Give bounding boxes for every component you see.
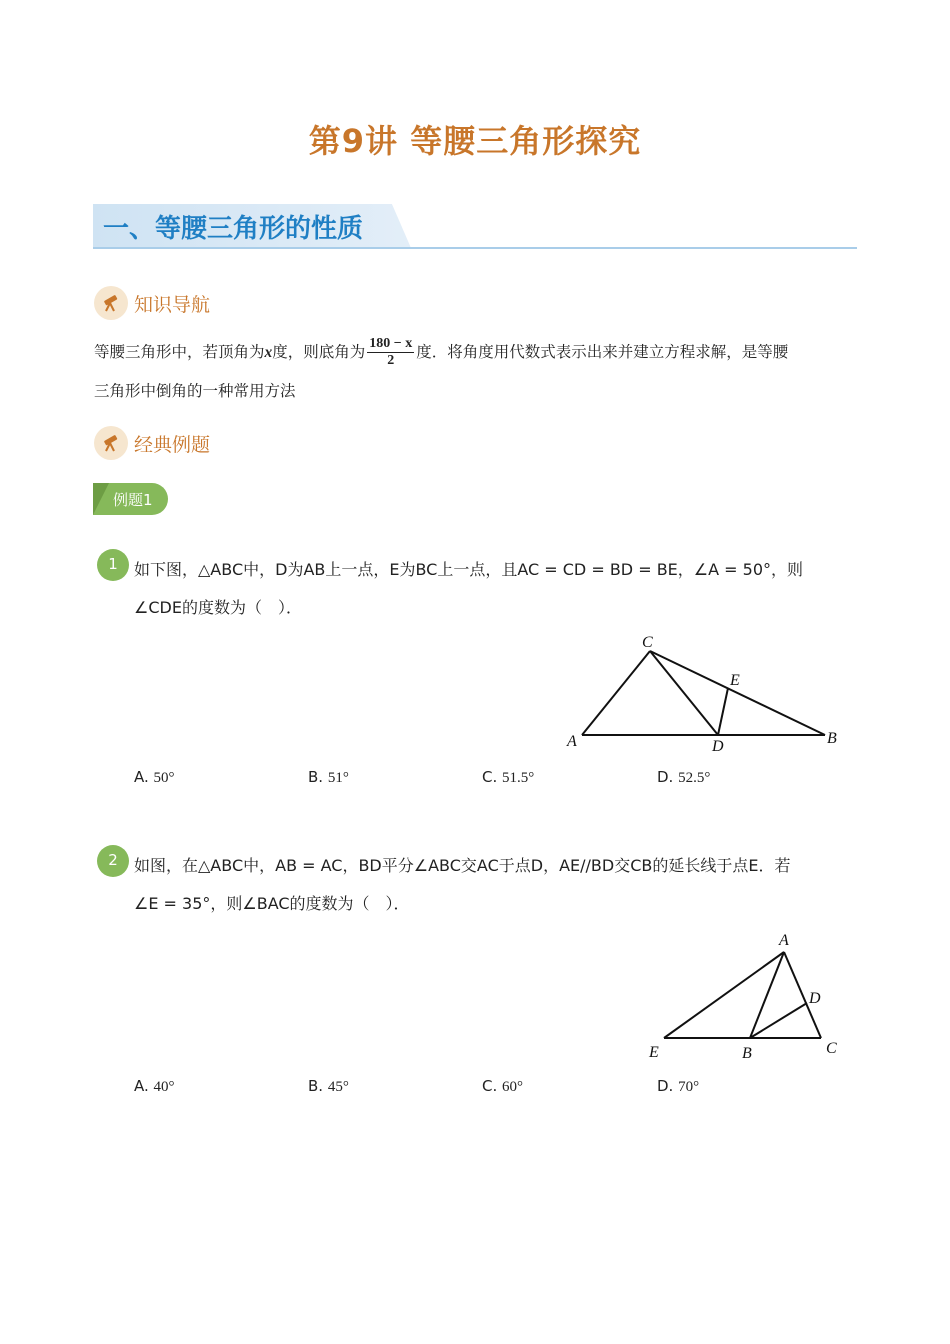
question-1-line-1: 如下图，△ABC中，D为AB上一点，E为BC上一点，且AC = CD = BD = BE，∠A = 50°，则 bbox=[134, 560, 804, 579]
choice-value: 50° bbox=[153, 770, 175, 786]
question-2-choice-a[interactable] bbox=[134, 1077, 175, 1096]
choice-letter: A. bbox=[134, 1077, 149, 1095]
segment-cb bbox=[650, 651, 825, 735]
knowledge-text-3: 度．将角度用代数式表示出来并建立方程求解，是等腰 bbox=[416, 343, 789, 361]
fraction bbox=[367, 336, 414, 369]
examples-heading: 经典例题 bbox=[134, 434, 211, 456]
section-underline bbox=[93, 247, 857, 249]
label-d: D bbox=[809, 990, 821, 1007]
choice-value: 51.5° bbox=[502, 770, 535, 786]
segment-ac bbox=[582, 651, 650, 735]
choice-value: 45° bbox=[327, 1079, 349, 1095]
segment-bd bbox=[750, 1003, 807, 1038]
question-2-text bbox=[134, 847, 854, 923]
label-b: B bbox=[742, 1045, 752, 1062]
label-c: C bbox=[826, 1040, 837, 1057]
knowledge-text-2: 度，则底角为 bbox=[272, 343, 366, 361]
label-e: E bbox=[649, 1044, 659, 1061]
choice-value: 70° bbox=[678, 1079, 700, 1095]
question-1-text bbox=[134, 551, 854, 627]
example-tag-fold bbox=[93, 483, 109, 515]
example-tag-label: 例题1 bbox=[113, 491, 153, 509]
question-1-figure bbox=[560, 630, 850, 755]
fraction-denominator: 2 bbox=[387, 353, 395, 368]
label-c: C bbox=[642, 634, 653, 651]
question-1-choice-d[interactable] bbox=[657, 768, 710, 787]
question-2-choice-c[interactable] bbox=[482, 1077, 523, 1096]
knowledge-line-2: 三角形中倒角的一种常用方法 bbox=[94, 382, 296, 400]
question-2-line-1: 如图，在△ABC中，AB = AC，BD平分∠ABC交AC于点D，AE//BD交CB的延长线于点E．若 bbox=[134, 856, 791, 875]
question-1-choice-b[interactable] bbox=[308, 768, 349, 787]
segment-de bbox=[718, 688, 728, 735]
question-number-badge: 2 bbox=[97, 845, 129, 877]
choice-letter: C. bbox=[482, 768, 498, 786]
question-1-choice-c[interactable] bbox=[482, 768, 534, 787]
example-tag bbox=[93, 483, 168, 515]
knowledge-heading: 知识导航 bbox=[134, 294, 211, 316]
choice-letter: D. bbox=[657, 768, 674, 786]
choice-value: 40° bbox=[153, 1079, 175, 1095]
question-2-figure bbox=[640, 925, 850, 1065]
label-d: D bbox=[712, 738, 724, 755]
choice-letter: C. bbox=[482, 1077, 498, 1095]
question-number-badge: 1 bbox=[97, 549, 129, 581]
choice-value: 52.5° bbox=[678, 770, 711, 786]
choice-value: 60° bbox=[502, 1079, 524, 1095]
question-2-line-2: ∠E = 35°，则∠BAC的度数为（ ）． bbox=[134, 894, 410, 913]
telescope-icon bbox=[94, 426, 128, 460]
question-1-line-2: ∠CDE的度数为（ ）． bbox=[134, 598, 302, 617]
choice-value: 51° bbox=[327, 770, 349, 786]
label-a: A bbox=[567, 733, 577, 750]
choice-letter: D. bbox=[657, 1077, 674, 1095]
section-header bbox=[93, 204, 857, 250]
question-2-choice-b[interactable] bbox=[308, 1077, 349, 1096]
label-e: E bbox=[730, 672, 740, 689]
choice-letter: B. bbox=[308, 768, 324, 786]
question-2-choice-d[interactable] bbox=[657, 1077, 699, 1096]
knowledge-line-1 bbox=[94, 333, 864, 372]
page-title: 第9讲 等腰三角形探究 bbox=[308, 122, 642, 160]
segment-cd bbox=[650, 651, 718, 735]
fraction-numerator: 180 − x bbox=[369, 336, 413, 351]
choice-letter: B. bbox=[308, 1077, 324, 1095]
label-b: B bbox=[827, 730, 837, 747]
label-a: A bbox=[779, 932, 789, 949]
telescope-icon bbox=[94, 286, 128, 320]
choice-letter: A. bbox=[134, 768, 149, 786]
knowledge-paragraph bbox=[94, 333, 864, 410]
question-1-choice-a[interactable] bbox=[134, 768, 175, 787]
knowledge-text-1: 等腰三角形中，若顶角为 bbox=[94, 343, 265, 361]
section-heading: 一、等腰三角形的性质 bbox=[103, 214, 364, 244]
knowledge-var-x: x bbox=[264, 344, 273, 361]
